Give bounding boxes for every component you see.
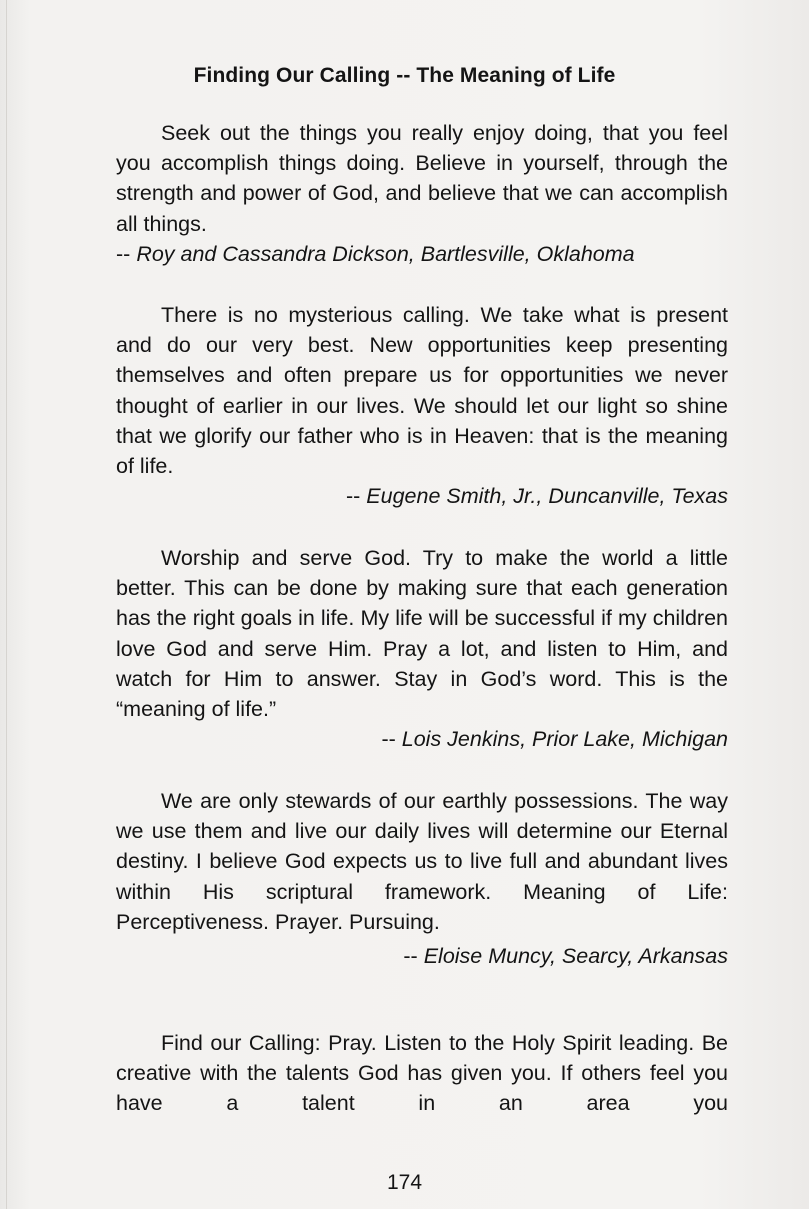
- quote-text: There is no mysterious calling. We take what is present and do our very best. New opportunities keep presenting themselves and often prepare us for opportunities we never thought of earlier in our lives. We should let our light so shine that we glorify our father who is in Heaven: that is the meaning of life.: [116, 303, 728, 479]
- quote-attribution: -- Lois Jenkins, Prior Lake, Michigan: [381, 727, 728, 752]
- quote-entry: [116, 786, 728, 971]
- page-title: Finding Our Calling -- The Meaning of Life: [193, 64, 616, 87]
- quote-entry: [116, 118, 728, 269]
- quote-text: We are only stewards of our earthly possessions. The way we use them and live our daily lives will determine our Eternal destiny. I believe God expects us to live full and abundant lives within His scriptural framework. Meaning of Life: Perceptiveness. Prayer. Pursuing.: [116, 789, 728, 934]
- quote-entry: [116, 1028, 728, 1119]
- quote-attribution: -- Eloise Muncy, Searcy, Arkansas: [403, 944, 728, 969]
- page-number: 174: [386, 1171, 423, 1194]
- quote-entry: [116, 543, 728, 754]
- quote-attribution: -- Eugene Smith, Jr., Duncanville, Texas: [345, 484, 728, 509]
- quote-text: Seek out the things you really enjoy doing, that you feel you accomplish things doing. Believe in yourself, through the strength and power of God, and believe that we can accomplish all things.: [116, 121, 728, 236]
- quote-attribution: -- Roy and Cassandra Dickson, Bartlesville, Oklahoma: [116, 241, 635, 266]
- quote-text: Worship and serve God. Try to make the world a little better. This can be done by making sure that each generation has the right goals in life. My life will be successful if my children love God and serve Him. Pray a lot, and listen to Him, and watch for Him to answer. Stay in God’s word. This is the “meaning of life.”: [116, 546, 728, 722]
- quote-text: Find our Calling: Pray. Listen to the Holy Spirit leading. Be creative with the talents God has given you. If others feel you have a talent in an area you: [116, 1031, 728, 1116]
- quote-entry: [116, 300, 728, 511]
- page-gutter-edge: [6, 0, 7, 1209]
